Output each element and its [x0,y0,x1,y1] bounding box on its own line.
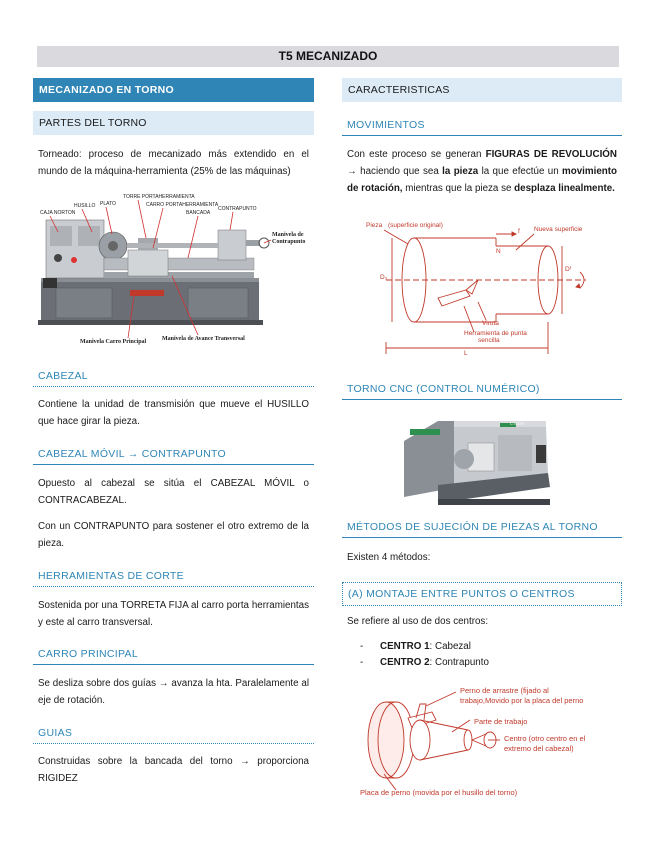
section-text-carro-principal: Se desliza sobre dos guías → avanza la hta. Paralelamente al eje de rotación. [38,678,309,706]
centers-label-perno: Perno de arrastre (fijado al [460,686,549,695]
diag-label-herramienta-2: sencilla [478,337,500,344]
montaje-text: Se refiere al uso de dos centros: [347,616,489,627]
diag-label-nueva-superficie: Nueva superficie [534,226,583,233]
diag-label-pieza: Pieza [366,222,383,229]
intro-text: Torneado: proceso de mecanizado más extendido en el mundo de la máquina-herramienta (25% de las máquinas) [38,149,309,177]
lathe-label-manivela-avance: Manivela de Avance Transversal [162,336,245,342]
cnc-brand-label: CTECH [510,421,524,426]
section-header-partes: PARTES DEL TORNO [33,111,314,135]
section-text-contrapunto: Con un CONTRAPUNTO para sostener el otro extremo de la pieza. [38,521,309,549]
diag-label-df: Dᶠ [565,266,572,273]
section-title-guias: GUIAS [33,727,314,744]
centers-label-perno-2: trabajo,Movido por la placa del perno [460,696,584,705]
section-title-movimientos: MOVIMIENTOS [342,119,622,136]
section-title-herramientas: HERRAMIENTAS DE CORTE [33,570,314,587]
centers-label-parte: Parte de trabajo [474,717,528,726]
cnc-lathe-illustration [398,415,553,510]
section-title-metodos: MÉTODOS DE SUJECIÓN DE PIEZAS AL TORNO [342,521,622,538]
section-text-cabezal: Contiene la unidad de transmisión que mueve el HUSILLO que hace girar la pieza. [38,399,309,427]
lathe-label-husillo: HUSILLO [74,203,96,209]
lathe-label-carro: CARRO PORTAHERRAMIENTA [146,202,219,208]
lathe-label-manivela-carro: Manivela Carro Principal [80,339,147,345]
centers-label-placa: Placa de perno (movida por el husillo del torno) [360,788,518,797]
diag-label-herramienta: Herramienta de punta [464,330,527,337]
section-text-herramientas: Sostenida por una TORRETA FIJA al carro porta herramientas y este al carro transversal. [38,600,309,628]
lathe-label-torre: TORRE PORTAHERRAMIENTA [123,194,195,200]
diag-label-l: L [464,350,468,357]
metodos-text: Existen 4 métodos: [347,552,431,563]
left-column [33,78,314,102]
diag-label-d0: D₀ [380,274,388,281]
section-title-montaje: (A) MONTAJE ENTRE PUNTOS O CENTROS [342,582,622,606]
movimientos-text: Con este proceso se generan FIGURAS DE REVOLUCIÓN → haciendo que sea la pieza la que efectúe un movimiento de rotación, mientras que la pieza se desplaza linealmente. [347,149,617,194]
lathe-label-manivela-contrapunto: Manivela de Contrapunto [272,232,306,245]
diag-label-superficie-original: (superficie original) [388,222,443,229]
list-item: - CENTRO 1: Cabezal [360,639,622,655]
lathe-label-bancada: BANCADA [186,210,211,216]
centers-label-centro-2: extremo del cabezal) [504,744,574,753]
section-header-caracteristicas: CARACTERISTICAS [342,78,622,102]
section-text-cabezal-movil: Opuesto al cabezal se sitúa el CABEZAL MÓVIL o CONTRACABEZAL. [38,478,309,506]
centers-diagram [356,682,606,800]
lathe-image [38,192,310,352]
section-title-cabezal: CABEZAL [33,370,314,387]
section-title-torno-cnc: TORNO CNC (CONTROL NUMÉRICO) [342,383,622,400]
montaje-list [342,639,622,671]
diag-label-viruta: Viruta [482,320,499,327]
section-title-cabezal-movil: CABEZAL MÓVIL → CONTRAPUNTO [33,448,314,465]
lathe-callout-lines [38,192,310,352]
centers-label-centro: Centro (otro centro en el [504,734,586,743]
section-header-mecanizado: MECANIZADO EN TORNO [33,78,314,102]
diag-label-f: f [518,228,520,235]
section-title-carro-principal: CARRO PRINCIPAL [33,648,314,665]
lathe-label-caja-norton: CAJA NORTON [40,210,76,216]
section-text-guias: Construidas sobre la bancada del torno → proporciona RIGIDEZ [38,756,309,784]
cnc-lathe-image [398,415,553,510]
list-item: - CENTRO 2: Contrapunto [360,655,622,671]
turning-diagram [366,222,602,362]
lathe-label-contrapunto: CONTRAPUNTO [218,206,257,212]
page-title: T5 MECANIZADO [37,46,619,67]
diag-label-n: N [496,248,501,255]
lathe-label-plato: PLATO [100,201,116,207]
